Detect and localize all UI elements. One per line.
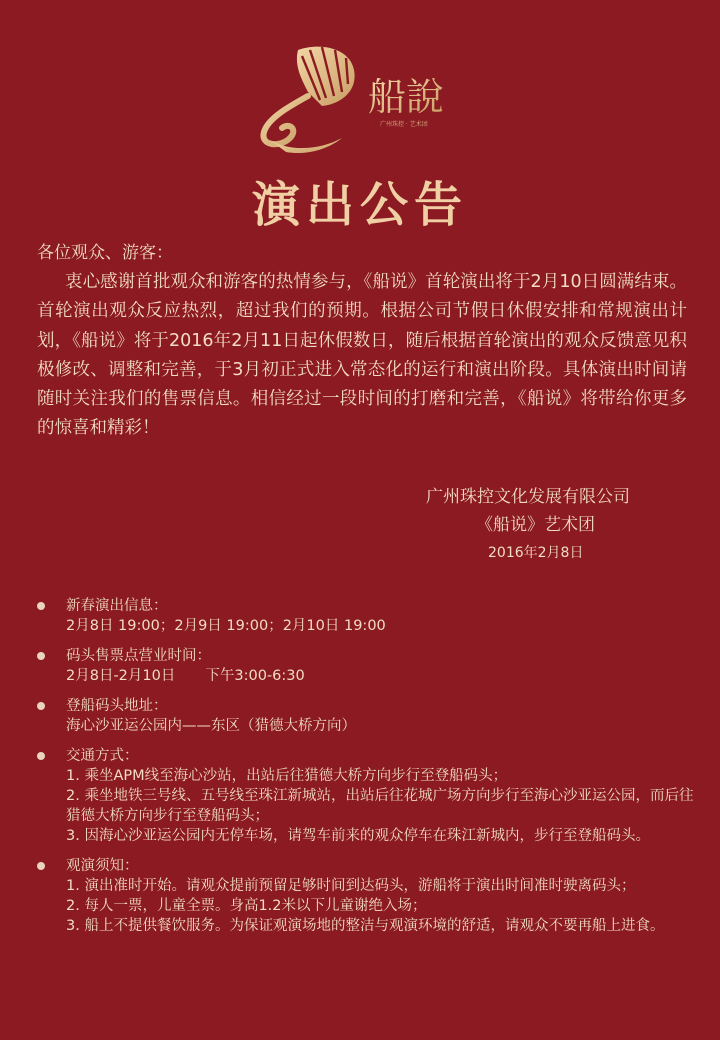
info-heading: 观演须知：: [66, 858, 139, 874]
list-item-shows: [36, 596, 696, 636]
list-item-address: [36, 696, 696, 736]
bullet-icon: [37, 752, 45, 760]
salutation: 各位观众、游客：: [37, 243, 173, 263]
gramophone-logo-icon: [250, 40, 470, 158]
ticket-dates: 2月8日-2月10日: [66, 668, 176, 684]
info-line: 海心沙亚运公园内——东区（猎德大桥方向）: [66, 718, 356, 734]
list-item-ticket: [36, 646, 696, 686]
info-line: 1. 演出准时开始。请观众提前预留足够时间到达码头，游船将于演出时间准时驶离码头；: [66, 878, 636, 894]
info-line: 3. 船上不提供餐饮服务。为保证观演场地的整洁与观演环境的舒适，请观众不要再船上进食。: [66, 918, 665, 934]
info-heading: 登船码头地址：: [66, 698, 168, 714]
signature-block: [400, 483, 680, 567]
bullet-icon: [37, 652, 45, 660]
info-line: 2. 每人一票，儿童全票。身高1.2米以下儿童谢绝入场；: [66, 898, 427, 914]
info-line: 1. 乘坐APM线至海心沙站，出站后往猎德大桥方向步行至登船码头；: [66, 768, 508, 784]
company-name: 广州珠控文化发展有限公司: [426, 487, 630, 507]
bullet-icon: [37, 862, 45, 870]
list-item-notice: [36, 856, 696, 936]
announcement-date: 2016年2月8日: [488, 545, 584, 561]
info-heading: 码头售票点营业时间：: [66, 648, 211, 664]
info-list: [36, 596, 696, 946]
list-item-transport: [36, 746, 696, 846]
brand-logo: [250, 40, 470, 158]
ticket-hours: 下午3:00-6:30: [205, 668, 305, 684]
svg-text:广州珠控 · 艺术团: 广州珠控 · 艺术团: [380, 121, 428, 128]
info-heading: 新春演出信息：: [66, 598, 168, 614]
page-title: 演出公告: [251, 177, 468, 233]
info-line: 3. 因海心沙亚运公园内无停车场，请驾车前来的观众停车在珠江新城内，步行至登船码头。: [66, 828, 650, 844]
info-line: 2月8日 19:00；2月9日 19:00；2月10日 19:00: [66, 618, 386, 634]
brand-text: 船說: [368, 75, 445, 119]
info-line: 2. 乘坐地铁三号线、五号线至珠江新城站，出站后往花城广场方向步行至海心沙亚运公园，而后往猎德大桥方向步行至登船码头；: [66, 788, 694, 824]
troupe-name: 《船说》艺术团: [476, 515, 595, 535]
info-heading: 交通方式：: [66, 748, 139, 764]
announcement-paragraph: 衷心感谢首批观众和游客的热情参与，《船说》首轮演出将于2月10日圆满结束。首轮演出观众反应热烈，超过我们的预期。根据公司节假日休假安排和常规演出计划，《船说》将于2016年2月11日起休假数日，随后根据首轮演出的观众反馈意见积极修改、调整和完善，于3月初正式进入常态化的运行和演出阶段。具体演出时间请随时关注我们的售票信息。相信经过一段时间的打磨和完善，《船说》将带给你更多的惊喜和精彩！: [37, 272, 687, 439]
info-line: [66, 666, 696, 686]
bullet-icon: [37, 702, 45, 710]
bullet-icon: [37, 602, 45, 610]
